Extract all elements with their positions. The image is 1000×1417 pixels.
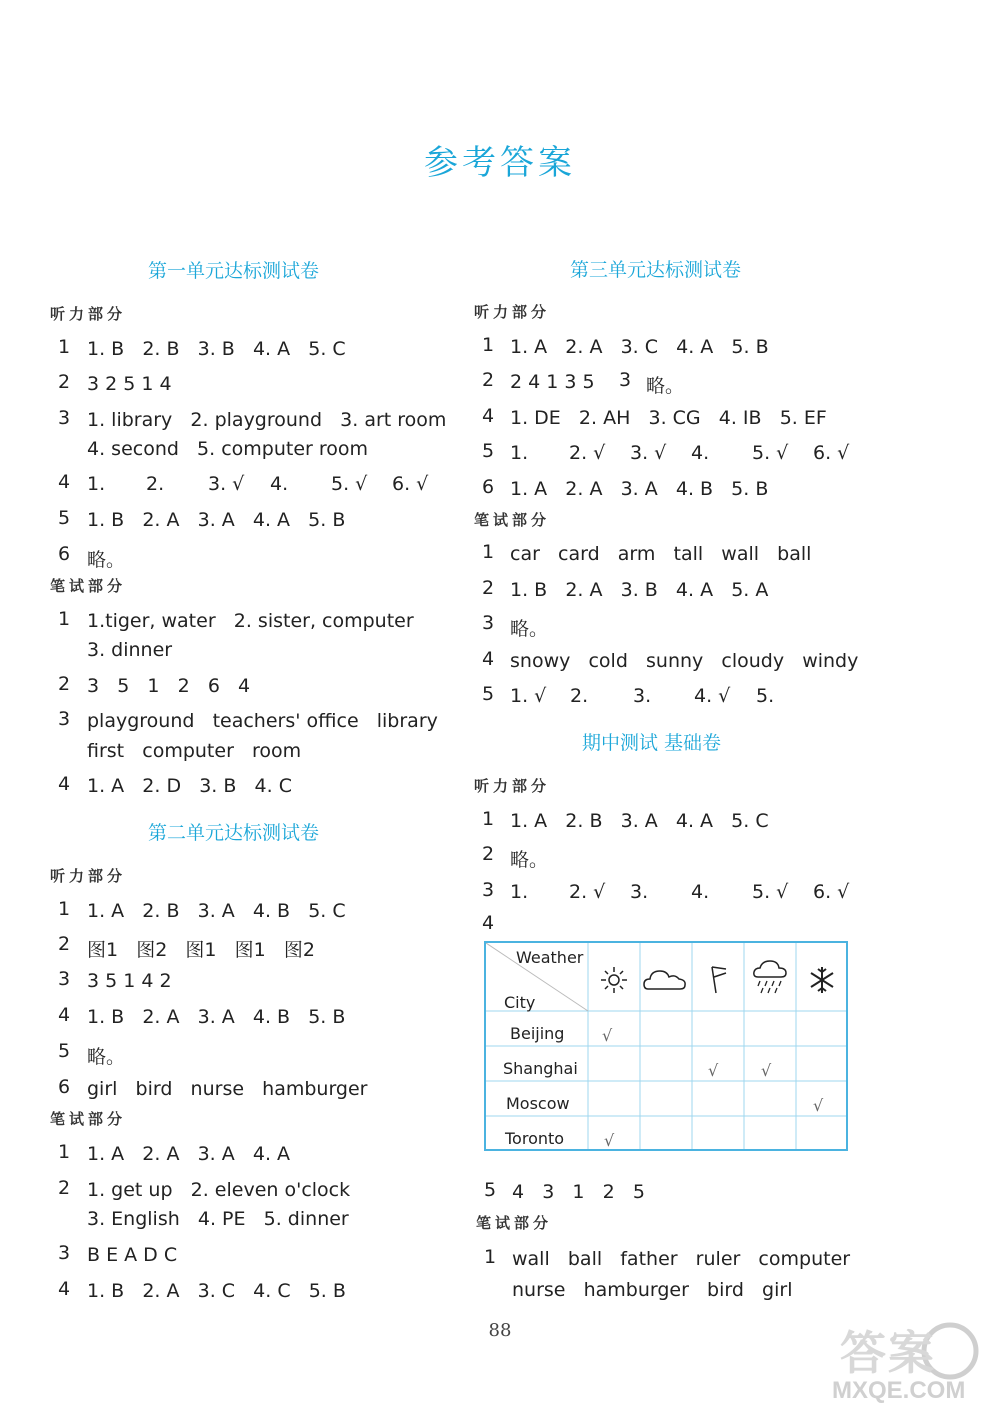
q-number: 3 xyxy=(58,407,71,429)
unit1-w1a: 1.tiger, water 2. sister, computer xyxy=(87,610,414,632)
unit3-w5-5: 5. xyxy=(756,685,775,707)
unit3-l2: 2 4 1 3 5 xyxy=(510,371,595,393)
city-beijing: Beijing xyxy=(510,1024,565,1043)
unit2-l6: girl bird nurse hamburger xyxy=(87,1078,368,1100)
q-number: 1 xyxy=(482,808,495,830)
q-number: 5 xyxy=(484,1179,497,1201)
unit3-w4: snowy cold sunny cloudy windy xyxy=(510,650,859,672)
unit2-w4: 1. B 2. A 3. C 4. C 5. B xyxy=(87,1280,346,1302)
q-number: 3 xyxy=(482,612,495,634)
q-number: 1 xyxy=(482,334,495,356)
page-number: 88 xyxy=(488,1320,512,1341)
q-number: 1 xyxy=(58,898,71,920)
unit3-l5-5: 5. √ xyxy=(752,442,789,464)
unit2-l2: 图1 图2 图1 图1 图2 xyxy=(87,939,315,961)
unit1-l4-6: 6. √ xyxy=(392,473,429,495)
unit2-w2a: 1. get up 2. eleven o'clock xyxy=(87,1179,351,1201)
q-number: 4 xyxy=(482,405,495,427)
check-beijing-sunny: √ xyxy=(602,1026,613,1045)
unit2-l1: 1. A 2. B 3. A 4. B 5. C xyxy=(87,900,346,922)
unit1-l4-4: 4. xyxy=(270,473,289,495)
unit3-writing-label: 笔试部分 xyxy=(474,511,551,529)
q-number: 1 xyxy=(482,541,495,563)
wind-icon xyxy=(706,963,732,997)
unit3-w5-2: 2. xyxy=(570,685,589,707)
q-number: 5 xyxy=(58,507,71,529)
q-number: 4 xyxy=(58,1004,71,1026)
unit1-l4-2: 2. xyxy=(146,473,165,495)
midterm-l3-6: 6. √ xyxy=(813,881,850,903)
q-number: 2 xyxy=(482,843,495,865)
midterm-w1a: wall ball father ruler computer xyxy=(512,1248,851,1270)
midterm-l2: 略。 xyxy=(510,849,549,871)
city-moscow: Moscow xyxy=(506,1094,570,1113)
unit2-l5: 略。 xyxy=(87,1046,126,1068)
unit3-l3: 略。 xyxy=(646,375,685,397)
q-number: 1 xyxy=(58,336,71,358)
midterm-l3-2: 2. √ xyxy=(569,881,606,903)
snow-icon xyxy=(807,965,837,995)
cloud-icon xyxy=(642,965,688,995)
header-weather: Weather xyxy=(516,948,584,967)
check-shanghai-rainy: √ xyxy=(761,1061,772,1080)
q-number: 1 xyxy=(484,1246,497,1268)
q-number: 3 xyxy=(482,879,495,901)
unit1-w1b: 3. dinner xyxy=(87,639,173,661)
unit3-l5-1: 1. xyxy=(510,442,529,464)
midterm-w1b: nurse hamburger bird girl xyxy=(512,1279,793,1301)
q-number: 4 xyxy=(58,1278,71,1300)
q-number: 2 xyxy=(58,371,71,393)
q-number: 6 xyxy=(58,543,71,565)
unit3-w2: 1. B 2. A 3. B 4. A 5. A xyxy=(510,579,769,601)
midterm-l3-3: 3. xyxy=(630,881,649,903)
unit1-listening-label: 听力部分 xyxy=(50,305,127,323)
unit1-w3b: first computer room xyxy=(87,740,302,762)
q-number: 6 xyxy=(58,1076,71,1098)
check-toronto-sunny: √ xyxy=(604,1131,615,1150)
unit2-l3: 3 5 1 4 2 xyxy=(87,970,172,992)
midterm-l3-1: 1. xyxy=(510,881,529,903)
unit1-w3a: playground teachers' office library xyxy=(87,710,438,732)
unit1-l3b: 4. second 5. computer room xyxy=(87,438,369,460)
unit1-l5: 1. B 2. A 3. A 4. A 5. B xyxy=(87,509,346,531)
q-number: 2 xyxy=(58,933,71,955)
q-number: 4 xyxy=(58,773,71,795)
unit3-l6: 1. A 2. A 3. A 4. B 5. B xyxy=(510,478,769,500)
unit1-l3a: 1. library 2. playground 3. art room xyxy=(87,409,447,431)
unit1-l1: 1. B 2. B 3. B 4. A 5. C xyxy=(87,338,346,360)
q-number: 3 xyxy=(58,708,71,730)
watermark-text: 答案 xyxy=(840,1326,936,1380)
unit3-w5-1: 1. √ xyxy=(510,685,547,707)
q-number: 2 xyxy=(482,577,495,599)
q-number: 3 xyxy=(58,1242,71,1264)
unit3-w5-3: 3. xyxy=(633,685,652,707)
q-number: 4 xyxy=(482,912,495,934)
q-number: 5 xyxy=(58,1040,71,1062)
unit3-title: 第三单元达标测试卷 xyxy=(570,259,742,281)
unit2-w1: 1. A 2. A 3. A 4. A xyxy=(87,1143,291,1165)
midterm-l3-5: 5. √ xyxy=(752,881,789,903)
midterm-l3-4: 4. xyxy=(691,881,710,903)
unit2-writing-label: 笔试部分 xyxy=(50,1110,127,1128)
q-number: 4 xyxy=(482,648,495,670)
midterm-writing-label: 笔试部分 xyxy=(476,1214,553,1232)
unit3-w5-4: 4. √ xyxy=(694,685,731,707)
watermark-logo xyxy=(832,1317,982,1409)
q-number: 3 xyxy=(58,968,71,990)
unit2-l4: 1. B 2. A 3. A 4. B 5. B xyxy=(87,1006,346,1028)
unit3-w1: car card arm tall wall ball xyxy=(510,543,812,565)
q-number: 5 xyxy=(482,440,495,462)
unit3-listening-label: 听力部分 xyxy=(474,303,551,321)
unit1-l4-3: 3. √ xyxy=(208,473,245,495)
midterm-title: 期中测试 基础卷 xyxy=(582,732,722,754)
unit3-l5-4: 4. xyxy=(691,442,710,464)
header-city: City xyxy=(504,993,536,1012)
unit1-w4: 1. A 2. D 3. B 4. C xyxy=(87,775,292,797)
q-number: 5 xyxy=(482,683,495,705)
unit2-w2b: 3. English 4. PE 5. dinner xyxy=(87,1208,349,1230)
city-shanghai: Shanghai xyxy=(503,1059,578,1078)
unit2-listening-label: 听力部分 xyxy=(50,867,127,885)
unit3-w3: 略。 xyxy=(510,618,549,640)
unit1-l4-5: 5. √ xyxy=(331,473,368,495)
q-number: 1 xyxy=(58,1141,71,1163)
unit3-l5-3: 3. √ xyxy=(630,442,667,464)
unit1-l2: 3 2 5 1 4 xyxy=(87,373,172,395)
unit2-title: 第二单元达标测试卷 xyxy=(148,822,320,844)
unit3-l1: 1. A 2. A 3. C 4. A 5. B xyxy=(510,336,769,358)
unit1-writing-label: 笔试部分 xyxy=(50,577,127,595)
q-number: 2 xyxy=(58,673,71,695)
q-number: 6 xyxy=(482,476,495,498)
q-number: 2 xyxy=(482,369,495,391)
midterm-listening-label: 听力部分 xyxy=(474,777,551,795)
rain-icon xyxy=(750,957,790,997)
midterm-l5: 4 3 1 2 5 xyxy=(512,1181,645,1203)
unit1-title: 第一单元达标测试卷 xyxy=(148,260,320,282)
unit3-l4: 1. DE 2. AH 3. CG 4. IB 5. EF xyxy=(510,407,827,429)
unit1-l6: 略。 xyxy=(87,549,126,571)
midterm-l1: 1. A 2. B 3. A 4. A 5. C xyxy=(510,810,769,832)
unit3-l5-6: 6. √ xyxy=(813,442,850,464)
sun-icon xyxy=(599,965,629,995)
city-toronto: Toronto xyxy=(505,1129,565,1148)
q-number: 1 xyxy=(58,608,71,630)
q-number: 2 xyxy=(58,1177,71,1199)
unit1-l4-1: 1. xyxy=(87,473,106,495)
unit1-w2: 3 5 1 2 6 4 xyxy=(87,675,251,697)
q-number: 4 xyxy=(58,471,71,493)
check-shanghai-windy: √ xyxy=(708,1061,719,1080)
weather-table xyxy=(484,941,848,1151)
q-number: 3 xyxy=(619,369,632,391)
check-moscow-snowy: √ xyxy=(813,1096,824,1115)
watermark-url: MXQE.COM xyxy=(832,1377,966,1404)
unit2-w3: B E A D C xyxy=(87,1244,178,1266)
page-title: 参考答案 xyxy=(424,143,576,183)
unit3-l5-2: 2. √ xyxy=(569,442,606,464)
